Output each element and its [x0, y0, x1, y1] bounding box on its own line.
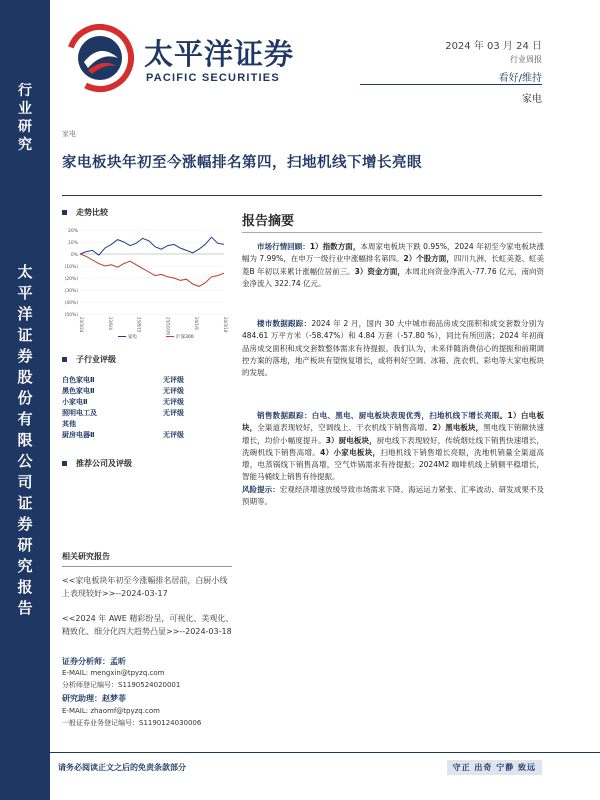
related-report-link[interactable]: <<2024 年 AWE 精彩纷呈，可视化、美观化、精致化、细分化四大趋势凸显>>--2024-03-18	[62, 614, 234, 636]
sales-data-paragraph: 销售数据跟踪：白电、黑电、厨电板块表现优秀，扫地机线下增长亮眼。1）白电板块，全渠道表现较好，空调线上、干衣机线下销售高增。2）黑电板块，黑电线下销额快速增长，均价小幅度提升。3）厨电板块，厨电线下表现较好，传统烟灶线下销售快速增长，洗碗机线下销售高增。4）小家电板块，扫地机线下销售增长亮眼，洗地机销量全渠道高增，电蒸锅线下销售高增，空气炸锅需求有待提振；2024M2 咖啡机线上销额平稳增长，智能马桶线上销售有待提振。 风险提示：宏观经济增速放缓导致市场需求下降、海运运力紧张、汇率波动、研发成果不及预期等。	[242, 411, 545, 507]
square-bullet-icon	[62, 210, 67, 215]
sub-industry-name: 照明电工及	[62, 409, 97, 417]
y-tick-label: (30%)	[64, 289, 78, 294]
sub-industry-rating: 无评级	[163, 431, 184, 439]
company-motto: 守正 出奇 宁静 致远	[447, 760, 542, 775]
sidebar-char: 研	[17, 536, 33, 554]
analyst-name: 孟昕	[110, 657, 126, 666]
analyst-email[interactable]: E-MAIL: mengxin@tpyzq.com	[62, 669, 165, 677]
summary-heading: 报告摘要	[242, 214, 295, 229]
sidebar-char: 证	[17, 494, 33, 512]
square-bullet-icon	[62, 357, 67, 362]
report-date: 2024 年 03 月 24 日	[445, 41, 542, 52]
table-row	[62, 408, 226, 419]
logo-chinese-name: 太平洋证券	[144, 37, 295, 71]
market-review-paragraph: 市场行情回顾：1）指数方面，本周家电板块下跌 0.95%，2024 年初至今家电板块涨幅为 7.99%，在申万一级行业中涨幅排名第四。2）个股方面，四川九洲、长虹美菱、虹美菱B 年初以来累计涨幅位居前三。3）资金方面，本周北向资金净流入-77.76 亿元，南向资金净流入 322.74 亿元。	[242, 242, 545, 288]
x-tick-label: 24/3/18	[223, 317, 228, 333]
ratings-table	[62, 375, 226, 441]
sidebar-char: 告	[17, 599, 33, 617]
sidebar-char: 究	[17, 557, 33, 575]
sidebar-char: 洋	[17, 305, 33, 323]
related-reports-heading: 相关研究报告	[62, 552, 110, 561]
trend-chart	[58, 222, 228, 344]
square-bullet-icon	[62, 461, 67, 466]
sub-industry-name: 黑色家电Ⅱ	[62, 387, 95, 395]
x-tick-label: 24/1/6	[194, 317, 200, 330]
report-type: 行业周报	[510, 55, 542, 64]
x-tick-label: 23/6/4	[107, 317, 113, 330]
logo-english-name: PACIFIC SECURITIES	[146, 72, 280, 84]
table-row	[62, 419, 226, 430]
x-tick-label: 23/10/26	[165, 317, 171, 335]
recommend-heading: 推荐公司及评级	[62, 458, 132, 469]
y-tick-label: 10%	[67, 241, 78, 246]
related-divider	[62, 566, 232, 567]
sub-industry-name: 白色家电Ⅱ	[62, 376, 95, 384]
assistant-name: 赵梦菲	[102, 694, 126, 703]
sub-industry-name: 厨房电器Ⅱ	[62, 431, 95, 439]
sub-industry-name: 小家电Ⅱ	[62, 398, 88, 406]
sidebar-char: 业	[18, 101, 32, 117]
sidebar-char: 太	[17, 263, 33, 281]
industry-rating: 看好/维持	[498, 73, 542, 84]
sub-industry-rating: 无评级	[163, 387, 184, 395]
y-tick-label: 20%	[67, 229, 78, 234]
y-tick-label: (20%)	[64, 277, 78, 282]
y-tick-label: (40%)	[64, 301, 78, 306]
sub-industry-rating: 无评级	[163, 398, 184, 406]
sidebar-char: 证	[17, 326, 33, 344]
title-divider	[62, 195, 542, 196]
company-logo	[64, 24, 324, 94]
sidebar-char: 行	[18, 83, 32, 99]
logo-emblem-icon	[64, 24, 142, 94]
sidebar-char: 限	[17, 431, 33, 449]
sector-name: 家电	[522, 94, 542, 105]
x-tick-label: 23/8/15	[136, 317, 142, 333]
disclaimer-note: 请务必阅读正文之后的免责条款部分	[58, 763, 186, 772]
sub-industry-name: 其他	[62, 420, 76, 428]
series-line	[80, 254, 224, 286]
page-title: 家电板块年初至今涨幅排名第四，扫地机线下增长亮眼	[62, 154, 422, 171]
legend-label: 沪深300	[176, 335, 194, 340]
sidebar-company-name	[0, 262, 50, 619]
trend-chart-svg	[58, 222, 228, 344]
assistant-email[interactable]: E-MAIL: zhaomf@tpyzq.com	[62, 707, 160, 715]
table-row	[62, 375, 226, 386]
sub-industry-rating: 无评级	[163, 376, 184, 384]
related-report-link[interactable]: <<家电板块年初至今涨幅排名居前，白厨小线上表现较好>>--2024-03-17	[62, 576, 228, 598]
ratings-heading: 子行业评级	[62, 354, 116, 365]
header-divider	[360, 84, 542, 85]
page-footer	[50, 752, 600, 800]
sidebar-char: 股	[17, 368, 33, 386]
table-row	[62, 397, 226, 408]
series-line	[80, 237, 224, 255]
sidebar-char: 究	[18, 137, 32, 153]
summary-divider	[242, 232, 542, 233]
table-row	[62, 386, 226, 397]
sidebar-char: 研	[18, 119, 32, 135]
sidebar-char: 公	[17, 452, 33, 470]
property-data-paragraph: 楼市数据跟踪：2024 年 2 月，国内 30 大中城市商品房成交面积和成交套数分别为 484.61 万平方米（-58.47%）和 4.84 万套（-57.80 %），同比有所回落；2024 年初商品房成交面积和成交套数整体需求有待提振。我们认为，未来伴随消费信心的提振和前期调控方案的落地，地产板块有望恢复增长，或将利好空调、冰箱、洗衣机、彩电等大家电板块的发展。	[242, 319, 545, 378]
sidebar-char: 券	[17, 515, 33, 533]
section-label: 家电	[62, 130, 76, 138]
analyst-license: 分析师登记编号：S1190524020001	[62, 681, 181, 689]
sidebar-char: 有	[17, 410, 33, 428]
table-row	[62, 430, 226, 441]
sub-industry-rating: 无评级	[163, 409, 184, 417]
sidebar-char: 券	[17, 347, 33, 365]
sidebar-report-category	[0, 82, 50, 154]
assistant-line: 研究助理：赵梦菲	[62, 694, 126, 703]
x-tick-label: 23/3/24	[79, 317, 84, 333]
trend-heading: 走势比较	[62, 207, 108, 218]
footer-divider	[50, 752, 600, 753]
sidebar-char: 报	[17, 578, 33, 596]
analyst-line: 证券分析师：孟昕	[62, 657, 126, 666]
sidebar	[0, 0, 50, 800]
y-tick-label: 0%	[70, 253, 78, 258]
y-tick-label: (10%)	[64, 265, 78, 270]
legend-label: 家电	[128, 335, 137, 340]
y-tick-label: (50%)	[64, 313, 78, 318]
sidebar-char: 平	[17, 284, 33, 302]
sidebar-char: 份	[17, 389, 33, 407]
sidebar-char: 司	[17, 473, 33, 491]
assistant-license: 一般证券业务登记编号：S1190124030006	[62, 719, 202, 727]
